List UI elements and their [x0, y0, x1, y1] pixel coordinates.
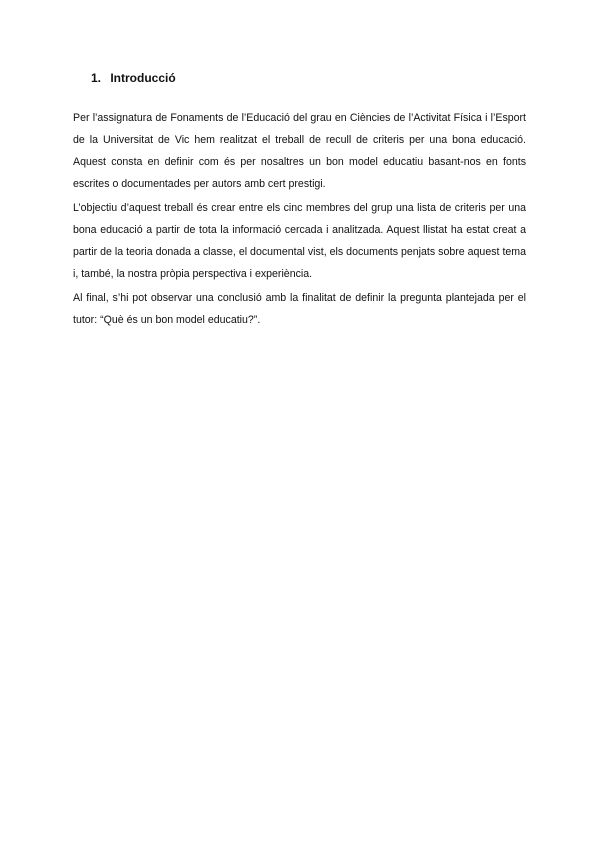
section-title: Introducció — [110, 71, 176, 85]
paragraph-conclusion: Al final, s’hi pot observar una conclusió amb la finalitat de definir la pregunta plantejada per el tutor: “Què és un bon model educatiu?”. — [73, 292, 526, 326]
section-heading — [91, 70, 176, 86]
paragraph-objective: L’objectiu d’aquest treball és crear entre els cinc membres del grup una lista de criteris per una bona educació a partir de tota la informació cercada i analitzada. Aquest llistat ha estat creat a partir de la teoria donada a classe, el documental vist, els documents penjats sobre aquest tema i, també, la nostra pròpia perspectiva i experiència. — [73, 202, 526, 280]
section-number: 1. — [91, 71, 102, 85]
paragraph-intro: Per l’assignatura de Fonaments de l’Educació del grau en Ciències de l’Activitat Física i l’Esport de la Universitat de Vic hem realitzat el treball de recull de criteris per una bona educació. Aquest consta en definir com és per nosaltres un bon model educatiu basant-nos en fonts escrites o documentades per autors amb cert prestigi. — [73, 112, 526, 190]
